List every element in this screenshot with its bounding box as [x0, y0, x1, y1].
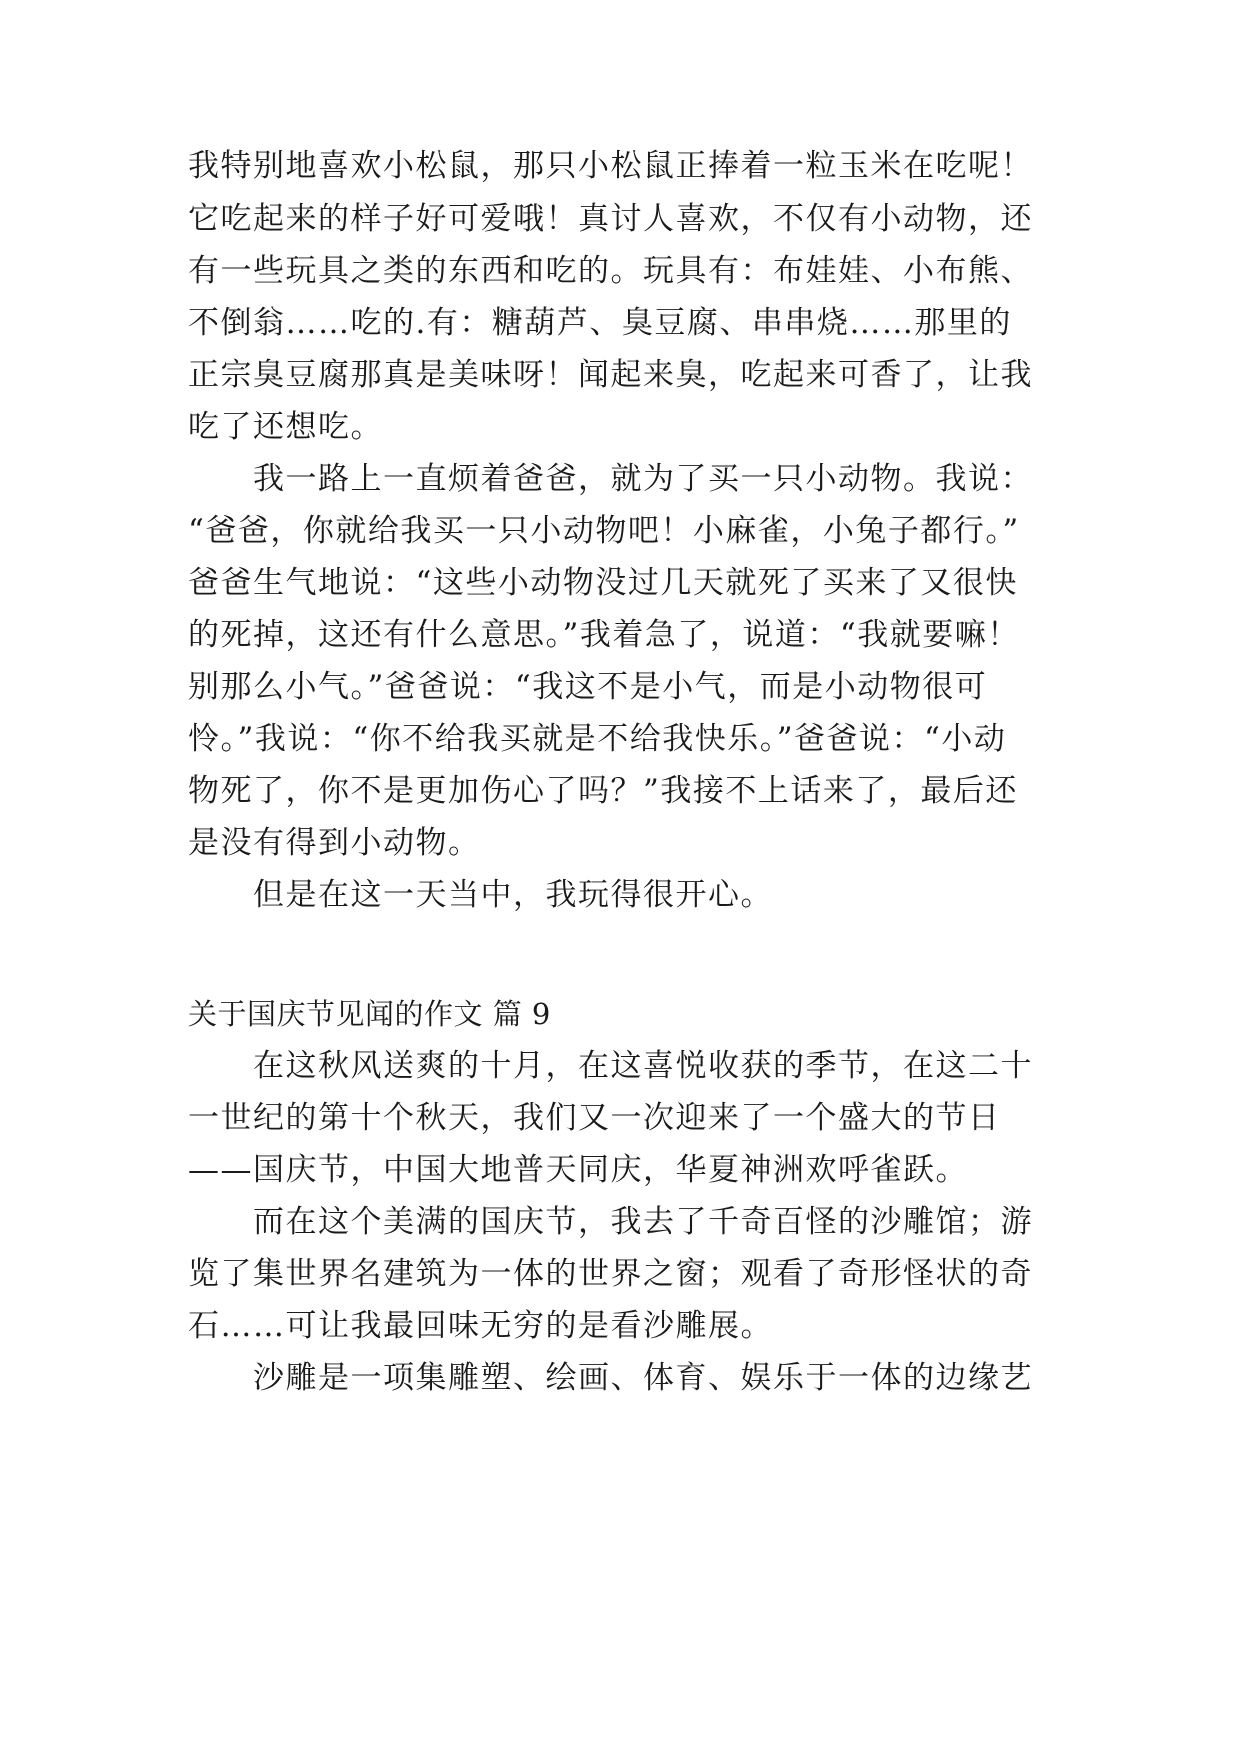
text-line: 我一路上一直烦着爸爸，就为了买一只小动物。我说：: [188, 461, 1033, 497]
text-line: 正宗臭豆腐那真是美味呀！闻起来臭，吃起来可香了，让我: [188, 357, 1033, 393]
text-line: 物死了，你不是更加伤心了吗？”我接不上话来了，最后还: [188, 773, 1018, 809]
text-line: 而在这个美满的国庆节，我去了千奇百怪的沙雕馆；游: [188, 1204, 1033, 1240]
text-line: 但是在这一天当中，我玩得很开心。: [188, 877, 773, 913]
text-line: 吃了还想吃。: [188, 409, 383, 445]
text-line: 不倒翁……吃的.有：糖葫芦、臭豆腐、串串烧……那里的: [188, 305, 1012, 341]
text-line: 石……可让我最回味无穷的是看沙雕展。: [188, 1308, 773, 1344]
text-line: 的死掉，这还有什么意思。”我着急了，说道：“我就要嘛！: [188, 617, 1020, 653]
text-line: 是没有得到小动物。: [188, 825, 481, 861]
section-title: 关于国庆节见闻的作文 篇 9: [188, 997, 551, 1031]
text-line: 爸爸生气地说：“这些小动物没过几天就死了买来了又很快: [188, 565, 1018, 601]
text-line: 别那么小气。”爸爸说：“我这不是小气，而是小动物很可: [188, 669, 988, 705]
text-line: 在这秋风送爽的十月，在这喜悦收获的季节，在这二十: [188, 1048, 1033, 1084]
text-line: 我特别地喜欢小松鼠，那只小松鼠正捧着一粒玉米在吃呢！: [188, 148, 1033, 184]
text-line: 有一些玩具之类的东西和吃的。玩具有：布娃娃、小布熊、: [188, 253, 1033, 289]
text-line: 览了集世界名建筑为一体的世界之窗；观看了奇形怪状的奇: [188, 1256, 1033, 1292]
text-line: 它吃起来的样子好可爱哦！真讨人喜欢，不仅有小动物，还: [188, 201, 1033, 237]
text-line: ——国庆节，中国大地普天同庆，华夏神洲欢呼雀跃。: [188, 1152, 968, 1188]
text-line: “爸爸，你就给我买一只小动物吧！小麻雀，小兔子都行。”: [188, 513, 1020, 549]
text-line: 沙雕是一项集雕塑、绘画、体育、娱乐于一体的边缘艺: [188, 1360, 1033, 1396]
text-line: 一世纪的第十个秋天，我们又一次迎来了一个盛大的节日: [188, 1100, 1001, 1136]
text-line: 怜。”我说：“你不给我买就是不给我快乐。”爸爸说：“小动: [188, 721, 1007, 757]
